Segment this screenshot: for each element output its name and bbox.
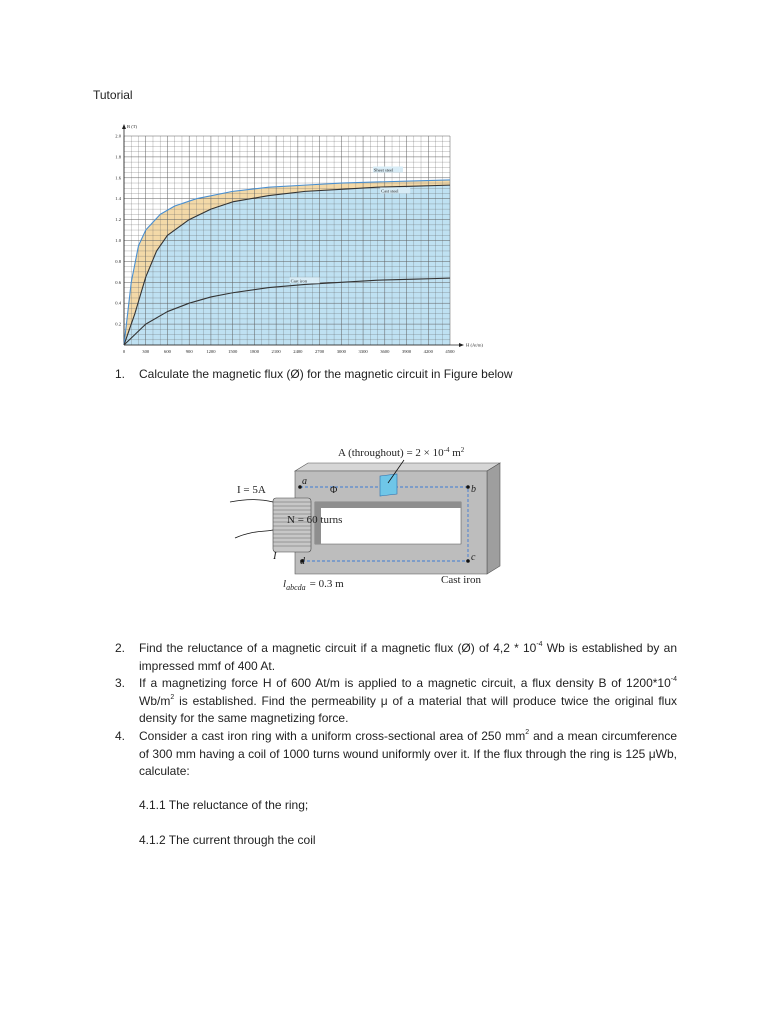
y-tick-label: 1.2 <box>115 217 121 223</box>
page-heading: Tutorial <box>93 88 133 102</box>
x-tick-label: 3000 <box>336 349 346 354</box>
series-label: Cast iron <box>290 278 307 284</box>
question-text: Find the reluctance of a magnetic circuit if a magnetic flux (Ø) of $4,2 * 10^{-4}$ Wb is established by an impressed mmf of 400 At. <box>139 641 677 673</box>
point-b-marker <box>466 485 470 489</box>
magnetic-circuit-figure <box>225 438 525 598</box>
core-right-face <box>487 463 500 574</box>
x-tick-label: 2100 <box>271 349 281 354</box>
series-label: Cast steel <box>381 188 399 194</box>
x-tick-label: 0 <box>122 349 126 354</box>
x-axis-arrow <box>459 343 464 347</box>
y-tick-label: 0.2 <box>115 321 121 327</box>
x-tick-label: 1800 <box>249 349 259 354</box>
x-tick-label: 900 <box>185 349 193 354</box>
area-label: A (throughout) = $2 \times 10^{-4}$ $m^2$ <box>338 446 465 459</box>
question-number: 1. <box>115 367 126 381</box>
question-text: Consider a cast iron ring with a uniform cross-sectional area of 250 $mm^2$ and a mean circumference of 300 mm having a coil of 1000 turns wound uniformly over it. If the flux through the ring is 125 μWb, calculate: <box>139 729 678 778</box>
series-label: Sheet steel <box>373 167 394 173</box>
question-1 <box>115 366 677 384</box>
y-tick-label: 0.4 <box>115 300 121 306</box>
x-axis-label: H (At/m) <box>466 342 483 348</box>
flux-label: Φ <box>330 485 338 496</box>
x-tick-label: 3600 <box>380 349 390 354</box>
point-d-label: d <box>300 556 305 567</box>
question-text: If a magnetizing force H of 600 At/m is applied to a magnetic circuit, a flux density B of $1200*10^{-4}$ $Wb/m^2$ is established. Find the permeability μ of a material that will produce twice the original flux density for the same magnetizing force. <box>139 676 677 725</box>
point-c-marker <box>466 559 470 563</box>
question-2 <box>115 640 677 675</box>
x-tick-label: 4200 <box>423 349 433 354</box>
x-tick-label: 3900 <box>401 349 412 354</box>
chart-fill-blue <box>124 180 450 345</box>
question-4 <box>115 728 677 781</box>
y-tick-label: 1.8 <box>115 154 121 160</box>
subpart-4-1-2: 4.1.2 The current through the coil <box>139 833 316 847</box>
question-text: Calculate the magnetic flux (Ø) for the magnetic circuit in Figure below <box>139 367 513 381</box>
x-tick-label: 4500 <box>445 349 455 354</box>
subpart-4-1-1: 4.1.1 The reluctance of the ring; <box>139 798 309 812</box>
y-axis-arrow <box>122 124 126 129</box>
output-lead <box>235 530 273 538</box>
x-tick-label: 3300 <box>358 349 368 354</box>
y-axis-label: B (T) <box>127 124 138 129</box>
x-tick-label: 2400 <box>293 349 303 354</box>
question-number: 2. <box>115 641 126 655</box>
y-tick-label: 0.8 <box>115 258 121 264</box>
question-3 <box>115 675 677 728</box>
x-tick-label: 300 <box>142 349 150 354</box>
point-b-label: b <box>471 484 476 495</box>
cross-section-area <box>380 474 397 496</box>
y-tick-label: 2.0 <box>115 133 121 139</box>
question-number: 3. <box>115 676 126 690</box>
length-label: $l_{abcda} = 0.3$ m <box>283 578 344 592</box>
turns-label: N = 60 turns <box>287 514 343 526</box>
current-small-label: I <box>273 550 277 562</box>
y-tick-label: 1.4 <box>115 196 121 202</box>
x-tick-label: 1200 <box>206 349 216 354</box>
x-tick-label: 2700 <box>315 349 325 354</box>
question-number: 4. <box>115 729 126 743</box>
x-tick-label: 600 <box>164 349 171 354</box>
x-tick-label: 1500 <box>228 349 238 354</box>
current-label: I = 5A <box>237 484 266 496</box>
y-tick-label: 0.6 <box>115 279 121 285</box>
y-tick-label: 1.0 <box>115 238 121 243</box>
bh-curve-chart <box>110 112 502 357</box>
point-a-label: a <box>302 476 307 487</box>
material-label: Cast iron <box>441 574 482 586</box>
point-c-label: c <box>471 552 476 563</box>
input-lead <box>230 500 273 502</box>
y-tick-label: 1.6 <box>115 175 121 181</box>
